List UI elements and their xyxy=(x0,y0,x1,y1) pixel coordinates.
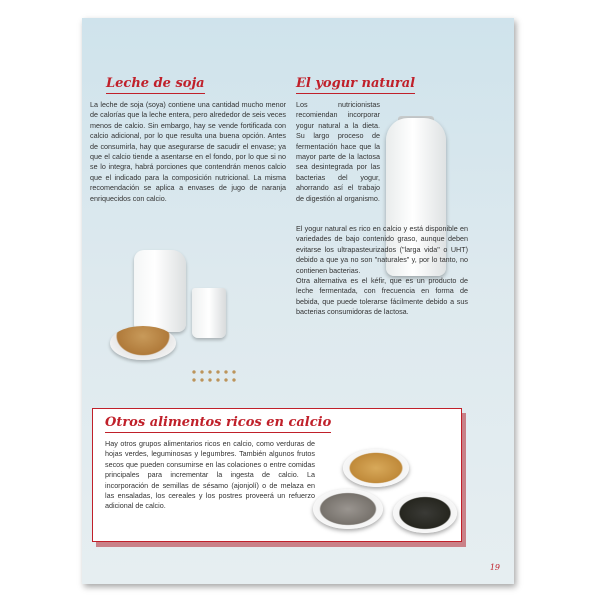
book-page xyxy=(82,18,514,584)
soy-milk-text: La leche de soja (soya) contiene una cantidad mucho menor de calorías que la leche entera, pero alrededor de seis veces menos de calcio. Sin embargo, hay se vende fortificada con calcio adicional, por lo que resulta una buena opción. Antes de consumirla, hay que asegurarse de sacudir el envase; ya que el calcio tiende a asentarse en el fondo, por lo que si no se lo integra, habrá porciones que contendrán menos calcio que el indicado para la composición nutricional. La misma recomendación se aplica a envases de jugo de naranja enriquecidos con calcio. xyxy=(90,100,286,203)
soybean-bowl-image xyxy=(110,326,176,360)
chia-bowl-image xyxy=(393,493,457,533)
grey-seeds-bowl-image xyxy=(313,489,383,529)
calcium-foods-text: Hay otros grupos alimentarios ricos en calcio, como verduras de hojas verdes, leguminosas y legumbres. También algunos frutos secos que pueden consumirse en las colaciones o entre comidas principales para incrementar la ingesta de calcio. La incorporación de semillas de sésamo (ajonjolí) o de melaza en las ensaladas, los cereales y los postres proveerá un refuerzo adicional de calcio. xyxy=(105,439,315,511)
page-number: 19 xyxy=(489,563,500,572)
yogurt-text-1: Los nutricionistas recomiendan incorporar yogur natural a la dieta. Su largo proceso de fermentación hace que la mayor parte de la lactosa sea desintegrada por las bacterias del yogur, ahorrando así el trabajo de digestión al organismo. xyxy=(296,100,380,203)
calcium-foods-heading: Otros alimentos ricos en calcio xyxy=(105,415,331,430)
milk-jug-image xyxy=(134,250,186,332)
sesame-bowl-image xyxy=(343,449,409,487)
soy-milk-heading: Leche de soja xyxy=(106,76,205,91)
yogurt-heading: El yogur natural xyxy=(296,76,415,91)
milk-glass-image xyxy=(192,288,226,338)
yogurt-text-2: El yogur natural es rico en calcio y está disponible en variedades de bajo contenido graso, aunque deben evitarse los ultrapasteurizados ("larga vida" o UHT) debido a que ya no son "naturales" y, por lo tanto, no contienen bacterias. Otra alternativa es el kéfir, que es un producto de leche fermentada, con frecuencia en forma de bebida, que puede tolerarse fácilmente debido a sus bacterias consumidoras de lactosa. xyxy=(296,224,468,317)
soybeans-image xyxy=(190,368,240,386)
calcium-foods-box xyxy=(92,408,462,542)
